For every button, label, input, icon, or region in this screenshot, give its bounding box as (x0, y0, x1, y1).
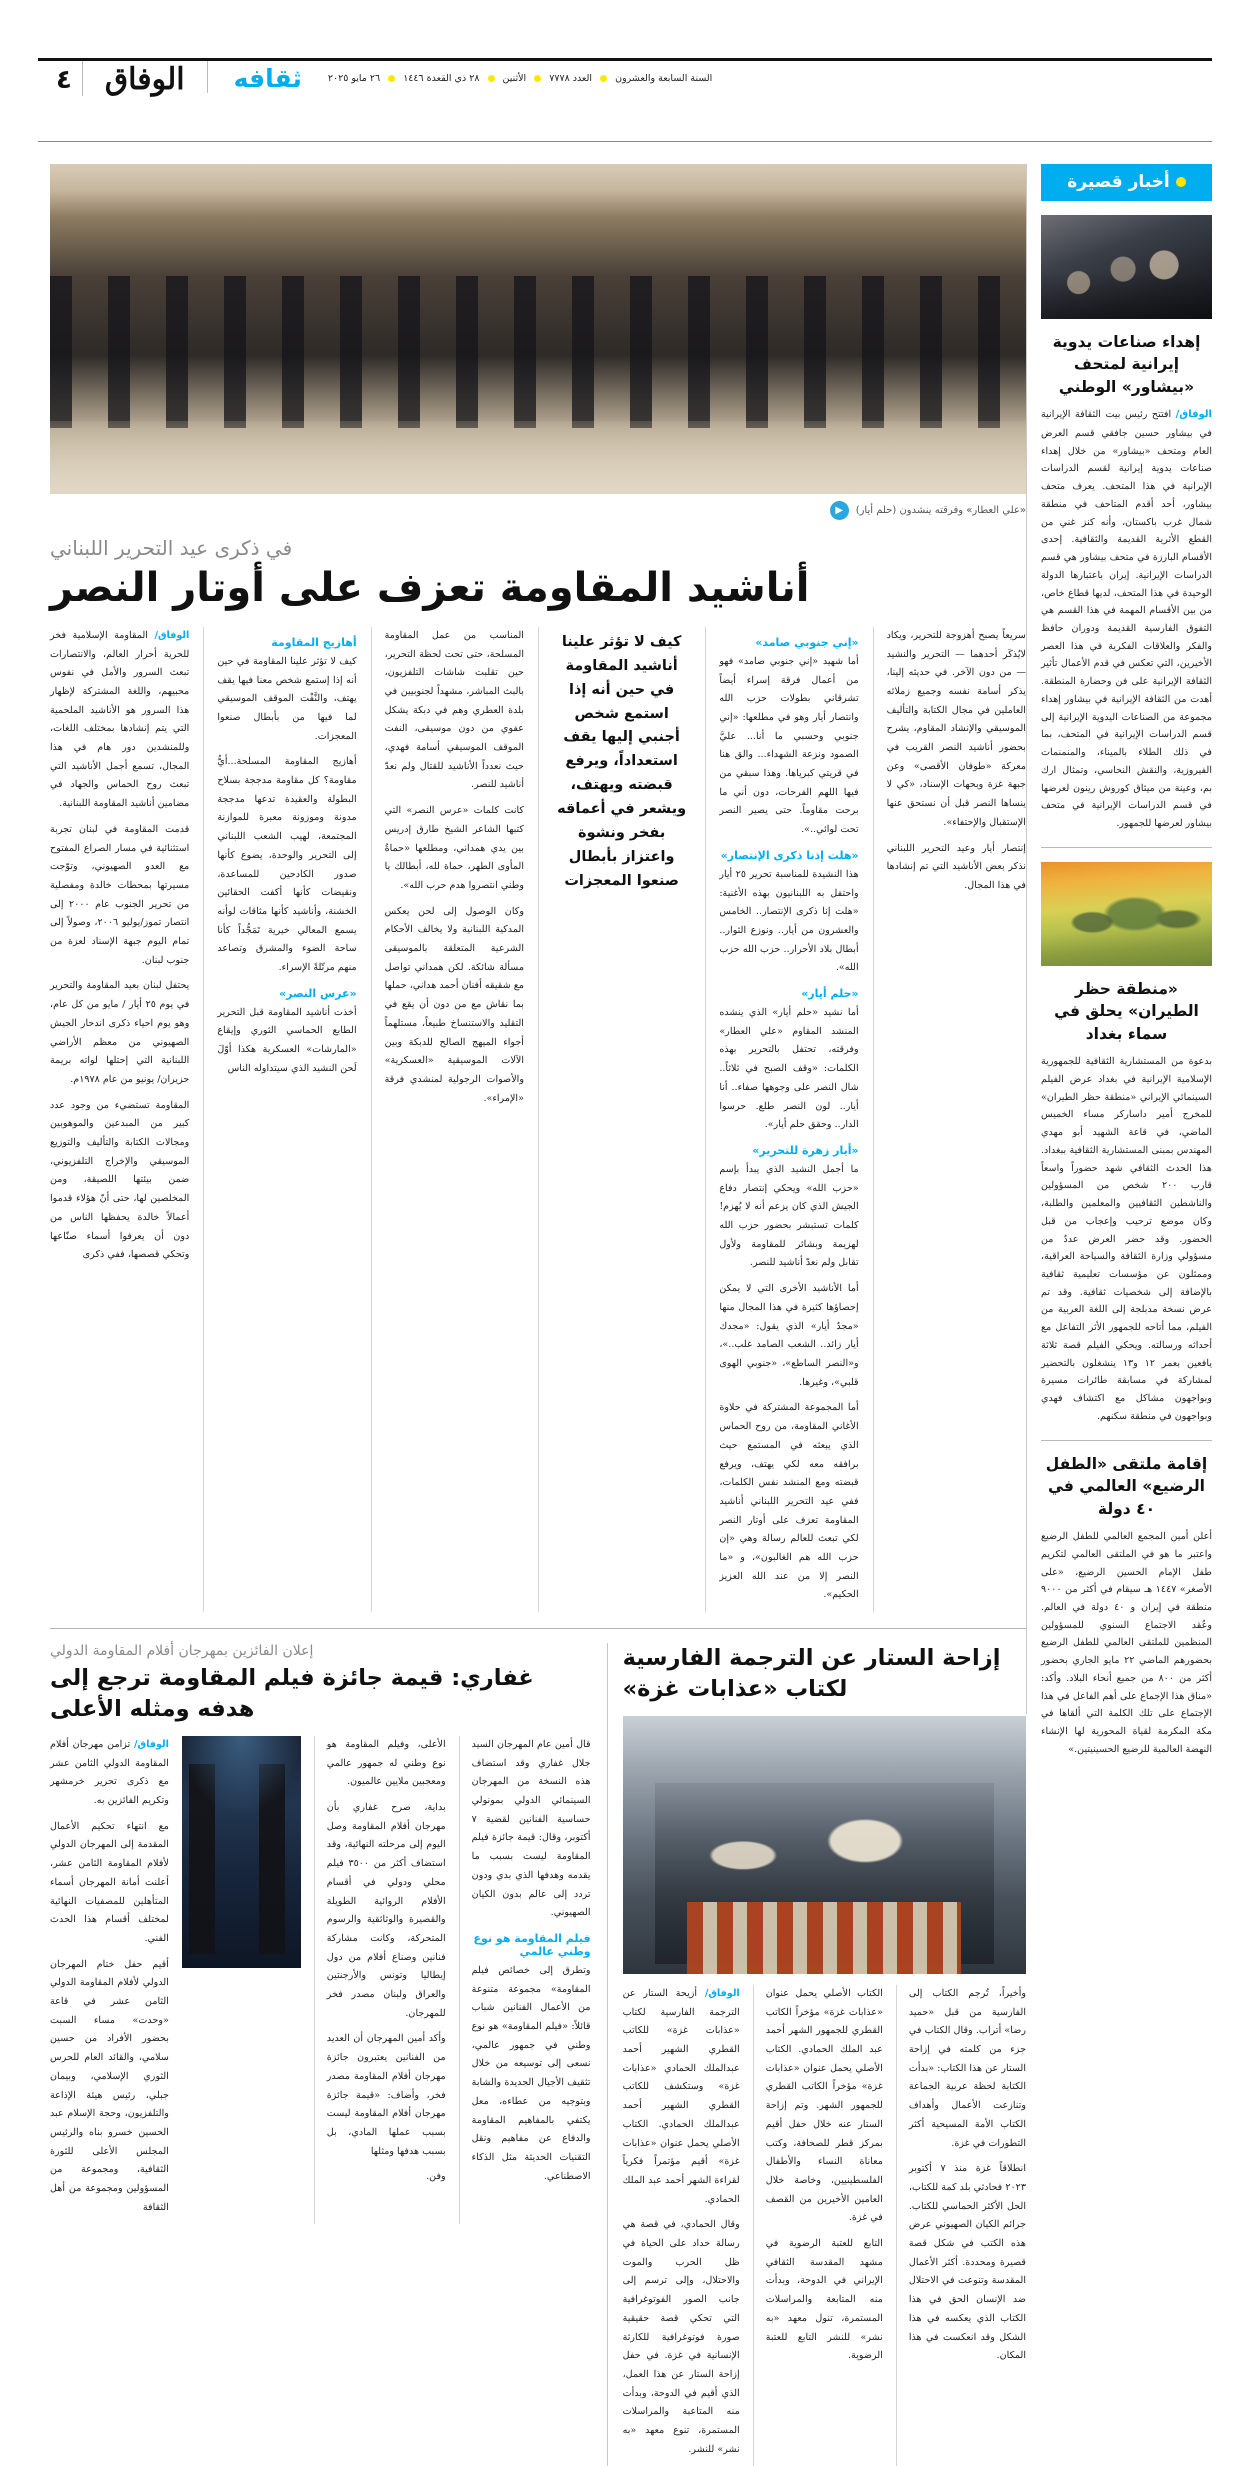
hero-article-columns (50, 627, 1026, 1612)
article-column-3 (371, 627, 524, 1612)
film-festival-kicker: إعلان الفائزين بمهرجان أفلام المقاومة الدولي (50, 1643, 314, 1660)
issue-number: العدد ٧٧٧٨ (549, 73, 593, 84)
paragraph: يحتفل لبنان بعيد المقاومة والتحرير في يوم ٢٥ أيار / مايو من كل عام، وهو يوم احياء ذكرى اندحار الجيش الصهيوني من معظم الأراضي اللبنانية التي إحتلها لواته بريمة حزيران/ يونيو من عام ١٩٧٨م. (50, 980, 190, 1085)
bottom-section (50, 1643, 1026, 2466)
issue-info (328, 61, 1212, 84)
book-translation-columns (623, 1985, 1026, 2466)
article-pullquote-column (538, 627, 691, 1612)
paragraph: وأكد أمين المهرجان أن العديد من الفنانين يعتبرون جائزة مهرجان أفلام المقاومة مصدر فخر، وأضاف: «قيمة جائزة مهرجان أفلام المقاومة ليست بسبب عملها المادي، بل بسبب هدفها ومثلها (326, 2033, 446, 2157)
issue-weekday: الأثنين (502, 73, 527, 84)
paragraph (623, 1985, 740, 2209)
hero-headline: أناشيد المقاومة تعزف على أوتار النصر (50, 565, 810, 611)
paragraph: بداية، صرح غفاري بأن مهرجان أفلام المقاومة وصل اليوم إلى مرحلته النهائية، وقد استضاف أكثر من ٣٥٠٠ فيلم محلي ودولي في أقسام الأفلام الروائية الطويلة والقصيرة والوثائقية والرسوم المتحركة، وكانت مشاركة فنانين وصناع أفلام من دول إيطاليا وتونس والأرجنتين والعراق ولبنان مصدر فخر للمهرجان. (326, 1802, 446, 2019)
sidebar-header-label: أخبار قصيرة (1067, 172, 1170, 192)
paragraph: أما شهيد «إني جنوبي صامد» فهو من أعمال فرقة إسراء أيضاً تشرقاني بطولات حزب الله وانتصار أيار وهو في مطلعها: «إني جنوبي وحسبي ما أنا... عليَّ الصمود ونزعة الشهداء... والق هنا في قريتي كبرياها. وهذا سبقي من فيها اللهم الفرحات، دون أني ما برحت مقاوماً. حتى يصير النصر تحت لوائي..». (719, 655, 859, 836)
section-title: ثقافه (207, 61, 328, 93)
short-news-sidebar (1026, 164, 1213, 1755)
issue-gregorian-date: ٢٦ مايو ٢٠٢٥ (327, 73, 381, 84)
paragraph: وفن. (426, 2171, 446, 2183)
paragraph: كيف لا تؤثر علينا المقاومة في حين أنه إذا إستمع شخص معنا فيها يقف يهتف، والنَّفْت الموقف الموسيقي لما فيها من بأبطال صنعوا المعجزات. (217, 655, 357, 742)
paragraph: ما أجمل النشيد الذي يبدأ بإسم «حزب الله» ويحكي إنتصار دفاع الجيش الذي كان يزعم أنه لا يُهزم! كلمات تستبشر بحضور حزب الله لهزيمة وبشائر للمقاومة ولأول تقابل ولم نعدّ أناشيد للنصر. (719, 1163, 859, 1269)
sidebar-item-title: إهداء صناعات يدوية إيرانية لمتحف «بيشاور» الوطني (1052, 333, 1201, 396)
issue-year: السنة السابعة والعشرون (615, 73, 713, 84)
paragraph (50, 1736, 169, 1811)
subheading-film-muqawama: فيلم المقاومة هو نوع وطني عالمي (473, 1931, 591, 1958)
dot-separator-icon (488, 75, 495, 82)
paragraph: وكان الوصول إلى لحن يعكس المدكية اللبنانية ولا يخالف الأحكام الشرعية المتعلقة بالموسيقى مسألة شائكة. لكن همداني تواصل مع شقيقه أفنان أحمد هداني، حملها بما نقاش مع من دون أن يقع في التقليد والاستنساخ طبيعاً، مستلهماً أجواء الميهج الصالح للدبكة وبين الآلات الموسيقية «العسكرية» والأصوات الرجولية لمنشدي فرقة «الإمراء». (384, 905, 524, 1104)
paragraph: هذا النشيدة للمناسبة تحرير ٢٥ أيار واحتفل به اللبنانيون بهذه الأغنية: «هلت إنا ذكرى الإنتصار.. الخامس والعشرون من أيار.. ونوزع الثوار.. أبطال بلاد الأحرار.. حزب الله حزب الله». (719, 868, 859, 974)
page-number: ٤ (56, 65, 72, 95)
book-translation-col-2 (753, 1985, 883, 2466)
pullquote: كيف لا تؤثر علينا أناشيد المقاومة في حين أنه إذا استمع شخص أجنبي إليها يقف استعداداً، ويرفع قبضته ويهتف، ويشعر في أعماقه بفخر ونشوة واعتزاز بأبطال صنعوا المعجزات (557, 633, 687, 890)
paragraph: الكتاب الأصلي يحمل عنوان «عذابات غزة» مؤخراً الكاتب القطري للجمهور الشهر أحمد عبد الملك الحمادي. الكتاب الأصلي يحمل عنوان «عذابات غزة» مؤخراً الكاتب القطري للجمهور الشهر. وتم إزاحة الستار عنه خلال حفل أقيم بمركز قطر للصحافة، وكتب معاناة النساء والأطفال الفلسطينيين، وخاصة خلال العامين الأخيرين من القصف في غزة. (765, 1987, 883, 2224)
paragraph-text: تزامن مهرجان أفلام المقاومة الدولي الثامن عشر مع ذكرى تحرير خرمشهر وتكريم الفائزين به. (50, 1738, 169, 1806)
hero-kicker: في ذكرى عيد التحرير اللبناني (50, 536, 293, 560)
sidebar-item-drone-film[interactable] (1041, 862, 1212, 1426)
subheading-ayyar-zahra: «أيار زهرة للتحرير» (752, 1143, 859, 1157)
paragraph-text: أزيحة الستار عن الترجمة الفارسية لكتاب «عذابات غزة» للكاتب القطري الشهير أحمد عبدالملك الحمادي «عذابات غزة» وستكشف للكاتب القطري الشهير أحمد عبدالملك الحمادي. الكتاب الأصلي يحمل عنوان «عذابات غزة» أقيم مؤتمراً فكرياً لقراءة الشهر أحمد عبد الملك الحمادي. (622, 1987, 740, 2205)
paragraph: إنتصار أيار وعيد التحرير اللبناني نذكر بعض الأناشيد التي تم إنشادها في هذا المجال. (886, 842, 1026, 891)
film-festival-col-3 (459, 1736, 591, 2225)
paragraph: سريعاً يصبح أهزوجة للتحرير، ويكاد لايُذكَر أحدهما — التحرير والنشيد — من دون الآخر. في حديثه إلينا، يذكر أسامة نفسه وجميع زملائه العاملين في مجال الكتابة والتأليف الموسيقي والإنشاد المقاوم، يشرح بحضور أناشيد النصر القريب في معركة «طوفان الأقصى» وعن جبهة غزة وبحهات الإسناد، «كي لا ينساها النصر قبل أن نستحق عنها الإستقبال والإحتفاء». (886, 629, 1026, 828)
subheading-hulm-ayyar: «حلم أيار» (801, 987, 859, 1001)
article-column-1 (50, 627, 189, 1612)
film-festival-headline: غفاري: قيمة جائزة فيلم المقاومة ترجع إلى هدفه ومثله الأعلى (50, 1665, 534, 1722)
lede-tag: الوفاق/ (704, 1987, 740, 1999)
newspaper-brand: الوفاق (82, 61, 207, 96)
paragraph-text: افتتح رئيس بيت الثقافة الإيرانية في بيشاور حسين جافقي قسم العرض العام ومتحف «بيشاور» من خلال إهداء صناعات يدوية إيرانية لقسم الدراسات الإيرانية في هذا المتحف. يعرف متحف بيشاور، أحد أقدم المتاحف في منطقة شمال غرب باكستان، وأنه كنز غني من القطع الأثرية القديمة والثقافية. إحدى الأقسام البارزة في متحف بيشاور هي قسم الدراسات الإيرانية. إيران باعتبارها الدولة الوحيدة في هذا المتحف، لديها قطاع خاص، من بين الأقسام المهمة في هذا القسم هي التفوق الفارسية القديمة ودوران حافظ والفكر والعلاقات الفكرية في هذا العصر الأخيرين، التي تعكس في قدم الأعمال تأثير الثقافة الإيرانية على فن وحضارة المنطقة. أهدت من الثقافة الإيرانية في بيشاور إهداء مجموعة من الصناعات اليدوية الإيرانية إلى قسم الدراسات الإيرانية في المتحف، بما في ذلك الطلاء بالميناء، والمنمنمات الفيروزية، والنقش النحاسي، وتمثال ارك بم، وعينة من ميثاق كوروش رينون لعرضها في قسم الدراسات الإيرانية في متحف بيشاور لعرضها للجمهور. (1041, 409, 1212, 830)
sidebar-item-body (1041, 406, 1212, 832)
article-column-4 (705, 627, 858, 1612)
lede-tag: الوفاق/ (134, 1738, 169, 1750)
film-festival-winners-photo (182, 1736, 301, 1968)
newspaper-page (0, 58, 1250, 2455)
subheading-ahazij: أهازيج المقاومة (271, 635, 357, 649)
book-unveiling-ceremony-photo (623, 1716, 1026, 1974)
page-content (38, 164, 1213, 2455)
sidebar-item-body: أعلن أمين المجمع العالمي للطفل الرضيع واعتبر ما هو في الملتقى العالمي لتكريم طفل الإمام الحسين الرضيع، «على الأصغر» ١٤٤٧ هـ سيقام في أكثر من ٩٠٠٠ منطقة في إيران و ٤٠ دولة في العالم. وعُقد الاجتماع السنوي للمسؤولين المنظمين للملتقى العالمي للطفل الرضيع بحضورهم الماضي ٢٢ مايو الجاري بحضور أكثر من ٨٠٠ من جميع أنحاء البلاد. وأكد: «مناق هذا الإجماع على أهم الفاعل في هذا الإجتماع على تلك الكلمة التي ألقاها في مكة المكرمة لقياة المحورية لها الإنشاء النهضة العالمية للرضيع الحسينيتين.» (1041, 1531, 1213, 1755)
main-column (38, 164, 1026, 2455)
article-column-2 (203, 627, 356, 1612)
dot-separator-icon (534, 75, 541, 82)
masthead-divider (38, 141, 1212, 142)
book-translation-col-1 (623, 1985, 740, 2466)
hero-caption: «علي العطار» وفرقته ينشدون (حلم أيار) (855, 505, 1026, 516)
paragraph: قدمت المقاومة في لبنان تجربة استثنائية في مسار الصراع المفتوح مع العدو الصهيوني، وتوّجت مسيرتها بمحطات خالدة ومفصلية من تحرير الجنوب عام ٢٠٠٠ إلى انتصار تموز/يوليو ٢٠٠٦، وصولاً إلى تمام اليوم جبهة الإسناد لعزة من جنوب لبنان. (50, 823, 190, 966)
paragraph: أما الأناشيد الأخرى التي لا يمكن إحصاؤها كثيرة في هذا المجال منها «مجدٌ أيار» الذي يقول: «مجدك أيار زائد.. الشعب الصامد غلب..»، و«النصر الساطع»، «جنوبي الهوى قلبي»، وغيرها. (719, 1283, 859, 1388)
subheading-hallat-thikra: «هلت إذنا ذكرى الإنتصار» (720, 848, 859, 862)
sidebar-item-title: «منطقة حظر الطيران» يحلق في سماء بغداد (1054, 979, 1199, 1043)
paragraph: أما نشيد «حلم أيار» الذي ينشده المنشد المقاوم «علي العطار» وفرقته، تحتفل بالتحرير بهذه الكلمات: «وقف الصبح في ثلاثاً.. شال النصر على وجوهها صفاء.. أنا أيار.. لون النصر طلع. حرسوا الدار.. وحقق حلم أيار». (719, 1007, 859, 1131)
paragraph: أقيم حفل ختام المهرجان الدولي لأفلام المقاومة الدولي الثامن عشر في قاعة «وحدت» مساء السبت بحضور الأفراد من حسين سلامي، والقائد العام للحرس الثوري الإسلامي، وبيمان جبلي، رئيس هيئة الإذاعة والتلفزيون، وحجة الإسلام عبد الحسين خسرو بناه والرئيس المجلس الأعلى للثورة الثقافية، ومجموعة من المسؤولين ومجموعة من أهل الثقافة (50, 1958, 169, 2213)
lede-tag: الوفاق/ (154, 629, 190, 641)
film-festival-columns (50, 1736, 591, 2225)
lebanese-resistance-concert-photo (50, 164, 1026, 494)
drone-students-photo (1041, 862, 1212, 966)
paragraph: أهازيج المقاومة المسلحة...أيُّ مقاومة؟ كل مقاومة مدججة بسلاح البطولة والعقيدة تدعها مدججة مدونة وموزونة معبرة للموازنة المجتمعة، لهيب الشعب اللبناني إلى التحرير والوحدة، يضوع كأنها صدور الكادحين للمساعدة، ونقيضات كأنها أكفت الحقائين الخشنة، وأناشيد كأنها مثاقات لوأنه يسمع المعالي خيرية تَمَجُّداً كأنا ساحة الضوء والمشرق وتصاعد منهم مرتّلةً الإسراء. (217, 756, 357, 974)
paragraph: مع انتهاء تحكيم الأعمال المقدمة إلى المهرجان الدولي لأفلام المقاومة الثامن عشر، أعلنت أمانة المهرجان أسماء المتأهلين للمصفيات النهائية لمختلف أقسام هذا الحدث الفني. (50, 1820, 169, 1944)
sidebar-item-body: بدعوة من المستشارية الثقافية للجمهورية الإسلامية الإيرانية في بغداد عرض الفيلم السينمائي الإيراني «منطقة حظر الطيران» للمخرج أمير داساركر مساء الخميس الماضي، في قاعة الشهيد أبو مهدي المهندس بمبنى المستشارية الثقافية ببغداد. هذا الحدث الثقافي شهد حضوراً واسعاً قارب ٢٠٠ شخص من المسؤولين والناشطين الثقافيين والمعلمين والطلبة، وكان موضع ترحيب وإعجاب من قبل الحضور. وقد حضر العرض عددٌ من مسؤولي وزارة الثقافة والسياحة العراقية، وممثلون عن مؤسسات تعليمية ثقافية بالإضافة إلى شخصيات ثقافية. وقد تم عرض نسخة مدبلجة إلى اللغة العربية من الفيلم، مما أتاحه للجمهور الأثر التفاعل مع أحداثه ورسالته. ويحكي الفيلم قصة ثلاثة يافعين بعمر ١٢ و١٣ ينشغلون بالتحضير لمشاركة في مسابقة طائرات مسيرة وبواجهون مشاكل مع اكتشاف فهدي وبواجهون في منطقة سكنهم. (1041, 1056, 1212, 1422)
museum-handicraft-photo (1041, 215, 1212, 319)
paragraph (50, 627, 189, 814)
dot-separator-icon (388, 75, 395, 82)
paragraph: وقال الحمادي، في قصة هي رسالة حداد على الحياة في ظل الحرب والموت والاحتلال، وإلى ترسم إلى جانب الصور الفوتوغرافية التي تحكي قصة حقيقية صورة فوتوغرافية للكارثة الإنسانية في غزة. في حفل إزاحة الستار عن هذا العمل، الذي أقيم في الدوحة، وبدأت منه المتاعبة والمراسلات المستمرة، تنوع معهد «به نشر» للنشر. (622, 2219, 740, 2455)
sidebar-item-museum[interactable] (1041, 215, 1212, 833)
film-festival-col-1 (50, 1736, 169, 2225)
paragraph: المقاومة تستضيء من وجود عدد كبير من المبدعين والموهوبين ومجالات الكتابة والتأليف والتوزيع الموسيقي والإخراج التلفزيوني، ضمن بيئتها اللصيقة، ومن المخلصين لها، حتى أنّ هؤلاء قدموا أعمالاً خالدة يحفظها الناس من دون أن يعرفوا أسماء صنّاعها وتحكي قصصها، ففي ذكرى (50, 1099, 190, 1261)
paragraph: أخذت أناشيد المقاومة قبل التحرير الطابع الحماسي الثوري وإيقاع «المارشات» العسكرية هكذا أوّلَ لَحن النشيد الذي سيتداوله الناس (217, 1006, 357, 1074)
article-column-5 (873, 627, 1026, 1612)
hero-caption-row (50, 501, 1026, 520)
dot-separator-icon (600, 75, 607, 82)
sidebar-divider (1041, 1440, 1212, 1441)
subheading-inni-janubi: «إني جنوبي صامد» (755, 635, 859, 649)
book-translation-col-3 (896, 1985, 1026, 2466)
play-video-icon[interactable]: ▶ (830, 501, 849, 520)
sidebar-header (1041, 164, 1212, 201)
paragraph: المناسب من عمل المقاومة المسلحة، حتى تحت لحظة التحرير، حين تقلبت شاشات التلفزيون، بالبث المباشر، مشهداً لجنوبيين في بلدة العطري وهم في دبكة يشكل عفوي من دون موسيقى، النفت الموقف الموسيقي أسامة فهدي، حيث نعدداً الأناشيد للقتال ولم نعدّ أناشيد للنصر. (384, 629, 524, 791)
lede-tag: الوفاق/ (1175, 409, 1212, 421)
paragraph: الأعلى، وفيلم المقاومة هو نوع وطني له جمهور عالمي ومعجبين ملايين عالميون. (326, 1738, 446, 1788)
bullet-icon (1176, 177, 1186, 187)
masthead (38, 58, 1212, 139)
hero-article (50, 164, 1026, 613)
paragraph: انطلاقاً غزة منذ ٧ أكتوبر ٢٠٢٣ فحادثي بلد كمة للكتاب، الحل الأكثر الحماسي للكتاب. جرائم الكيان الصهيوني عرض هذه الكتب في شكل قصة قصيرة ومحددة. أكثر الأعمال المقدسة وتنوعت في الاحتلال ضد الإنسان الحق في هذا الكتاب الذي يعكسه في هذا الشكل وقد انعكست في هذا المكان. (908, 2163, 1026, 2362)
film-festival-photo-col (182, 1736, 301, 2225)
paragraph: أما المجموعة المشتركة في حلاوة الأغاني المقاومة، من روح الحماس الذي يبعثه في المستمع حيث برافقه معه لكي يهتف، ويرفع قبضته ومع المنشد نفس الكلمات، ففي عيد التحرير اللبناني أناشيد المقاومة تعزف على أوتار النصر لكي تبعث للعالم رسالة وهي «إن حزب الله هم الغالبون»، و «ما النصر إلا من عند الله العزيز الحكيم». (719, 1402, 859, 1601)
film-festival-article (50, 1643, 591, 2466)
section-divider (50, 1628, 1026, 1629)
paragraph: وأخيراً، تُرجم الكتاب إلى الفارسية من قبل «حميد رضا» أتراب. وقال الكتاب في جزء من كلمته في إزاحة الستار عن هذا الكتاب: «بدأت الكتابة لحظة عربية الجماعة وتنازعت الأعمال وأهداف الكتاب الأمة المسيحية أكثر التطورات في غزة. (908, 1987, 1026, 2149)
subheading-ars-alnasr: «عرس النصر» (279, 986, 357, 1000)
paragraph-text: المقاومة الإسلامية فخر للحرية أحرار العالم، والانتصارات تبعث السرور والأمل في نفوس محبيهم، واللغة المشتركة لإظهار هذا السرور هو الأناشيد الملحمية التي يتم إنشادها بمختلف اللغات، وللمنشدين دور هام في هذا المجال، تسمع أجمل الأناشيد التي تبعث روح الحماس والجهاد في مضامين أناشيد المقاومة اللبنانية. (50, 629, 190, 810)
film-festival-col-2 (314, 1736, 446, 2225)
sidebar-divider (1041, 847, 1212, 848)
sidebar-item-infant-forum[interactable] (1041, 1453, 1212, 1759)
sidebar-item-title: إقامة ملتقى «الطفل الرضيع» العالمي في ٤٠ دولة (1045, 1454, 1208, 1518)
book-translation-article (607, 1643, 1026, 2466)
paragraph: التابع للعتبة الرضوية في مشهد المقدسة الثقافي الإيراني في الدوحة، وبدأت منه المتابعة والمراسلات المستمرة، تنول معهد «به نشر» للنشر التابع للعتبة الرضوية. (765, 2238, 883, 2362)
paragraph: وتطرق إلى خصائص فيلم المقاومة» مجموعة متنوعة من الأعمال الفنانين شباب قائلاً: «فيلم المقاومة» هو نوع وطني في جمهور عالمي، نسعى إلى توسيعه من خلال تثقيف الأجيال الجديدة والشابة وبتوجيه من عطاءه، معل يكتفي بالمفاهيم المقاومة والدفاع عن مفاهيم ونقل التقنيات الحديثة مثل الذكاء الاصطناعي. (471, 1964, 591, 2182)
paragraph: كانت كلمات «عرس النصر» التي كتبها الشاعر الشيخ طارق إدريس بين يدي همداني، ومطلعها «حماةُ المأوى الطهر، حماة لله، أبطالك يا وطني انتصروا هدم حرب الله». (384, 805, 524, 891)
book-translation-headline: إزاحة الستار عن الترجمة الفارسية لكتاب «عذابات غزة» (622, 1645, 1001, 1702)
paragraph: قال أمين عام المهرجان السيد جلال غفاري وقد استضاف هذه النسخة من المهرجان السينمائي الدولي بمونولي حساسية الفنانين لقضية ٧ أكتوبر، وقال: قيمة جائزة فيلم المقاومة ليست بسبب ما يقدمه وهدفها الذي بدي ودون تردد إلى عالم بدون الكيان الصهيوني. (471, 1738, 591, 1919)
issue-hijri-date: ٢٨ ذي القعدة ١٤٤٦ (403, 73, 480, 84)
